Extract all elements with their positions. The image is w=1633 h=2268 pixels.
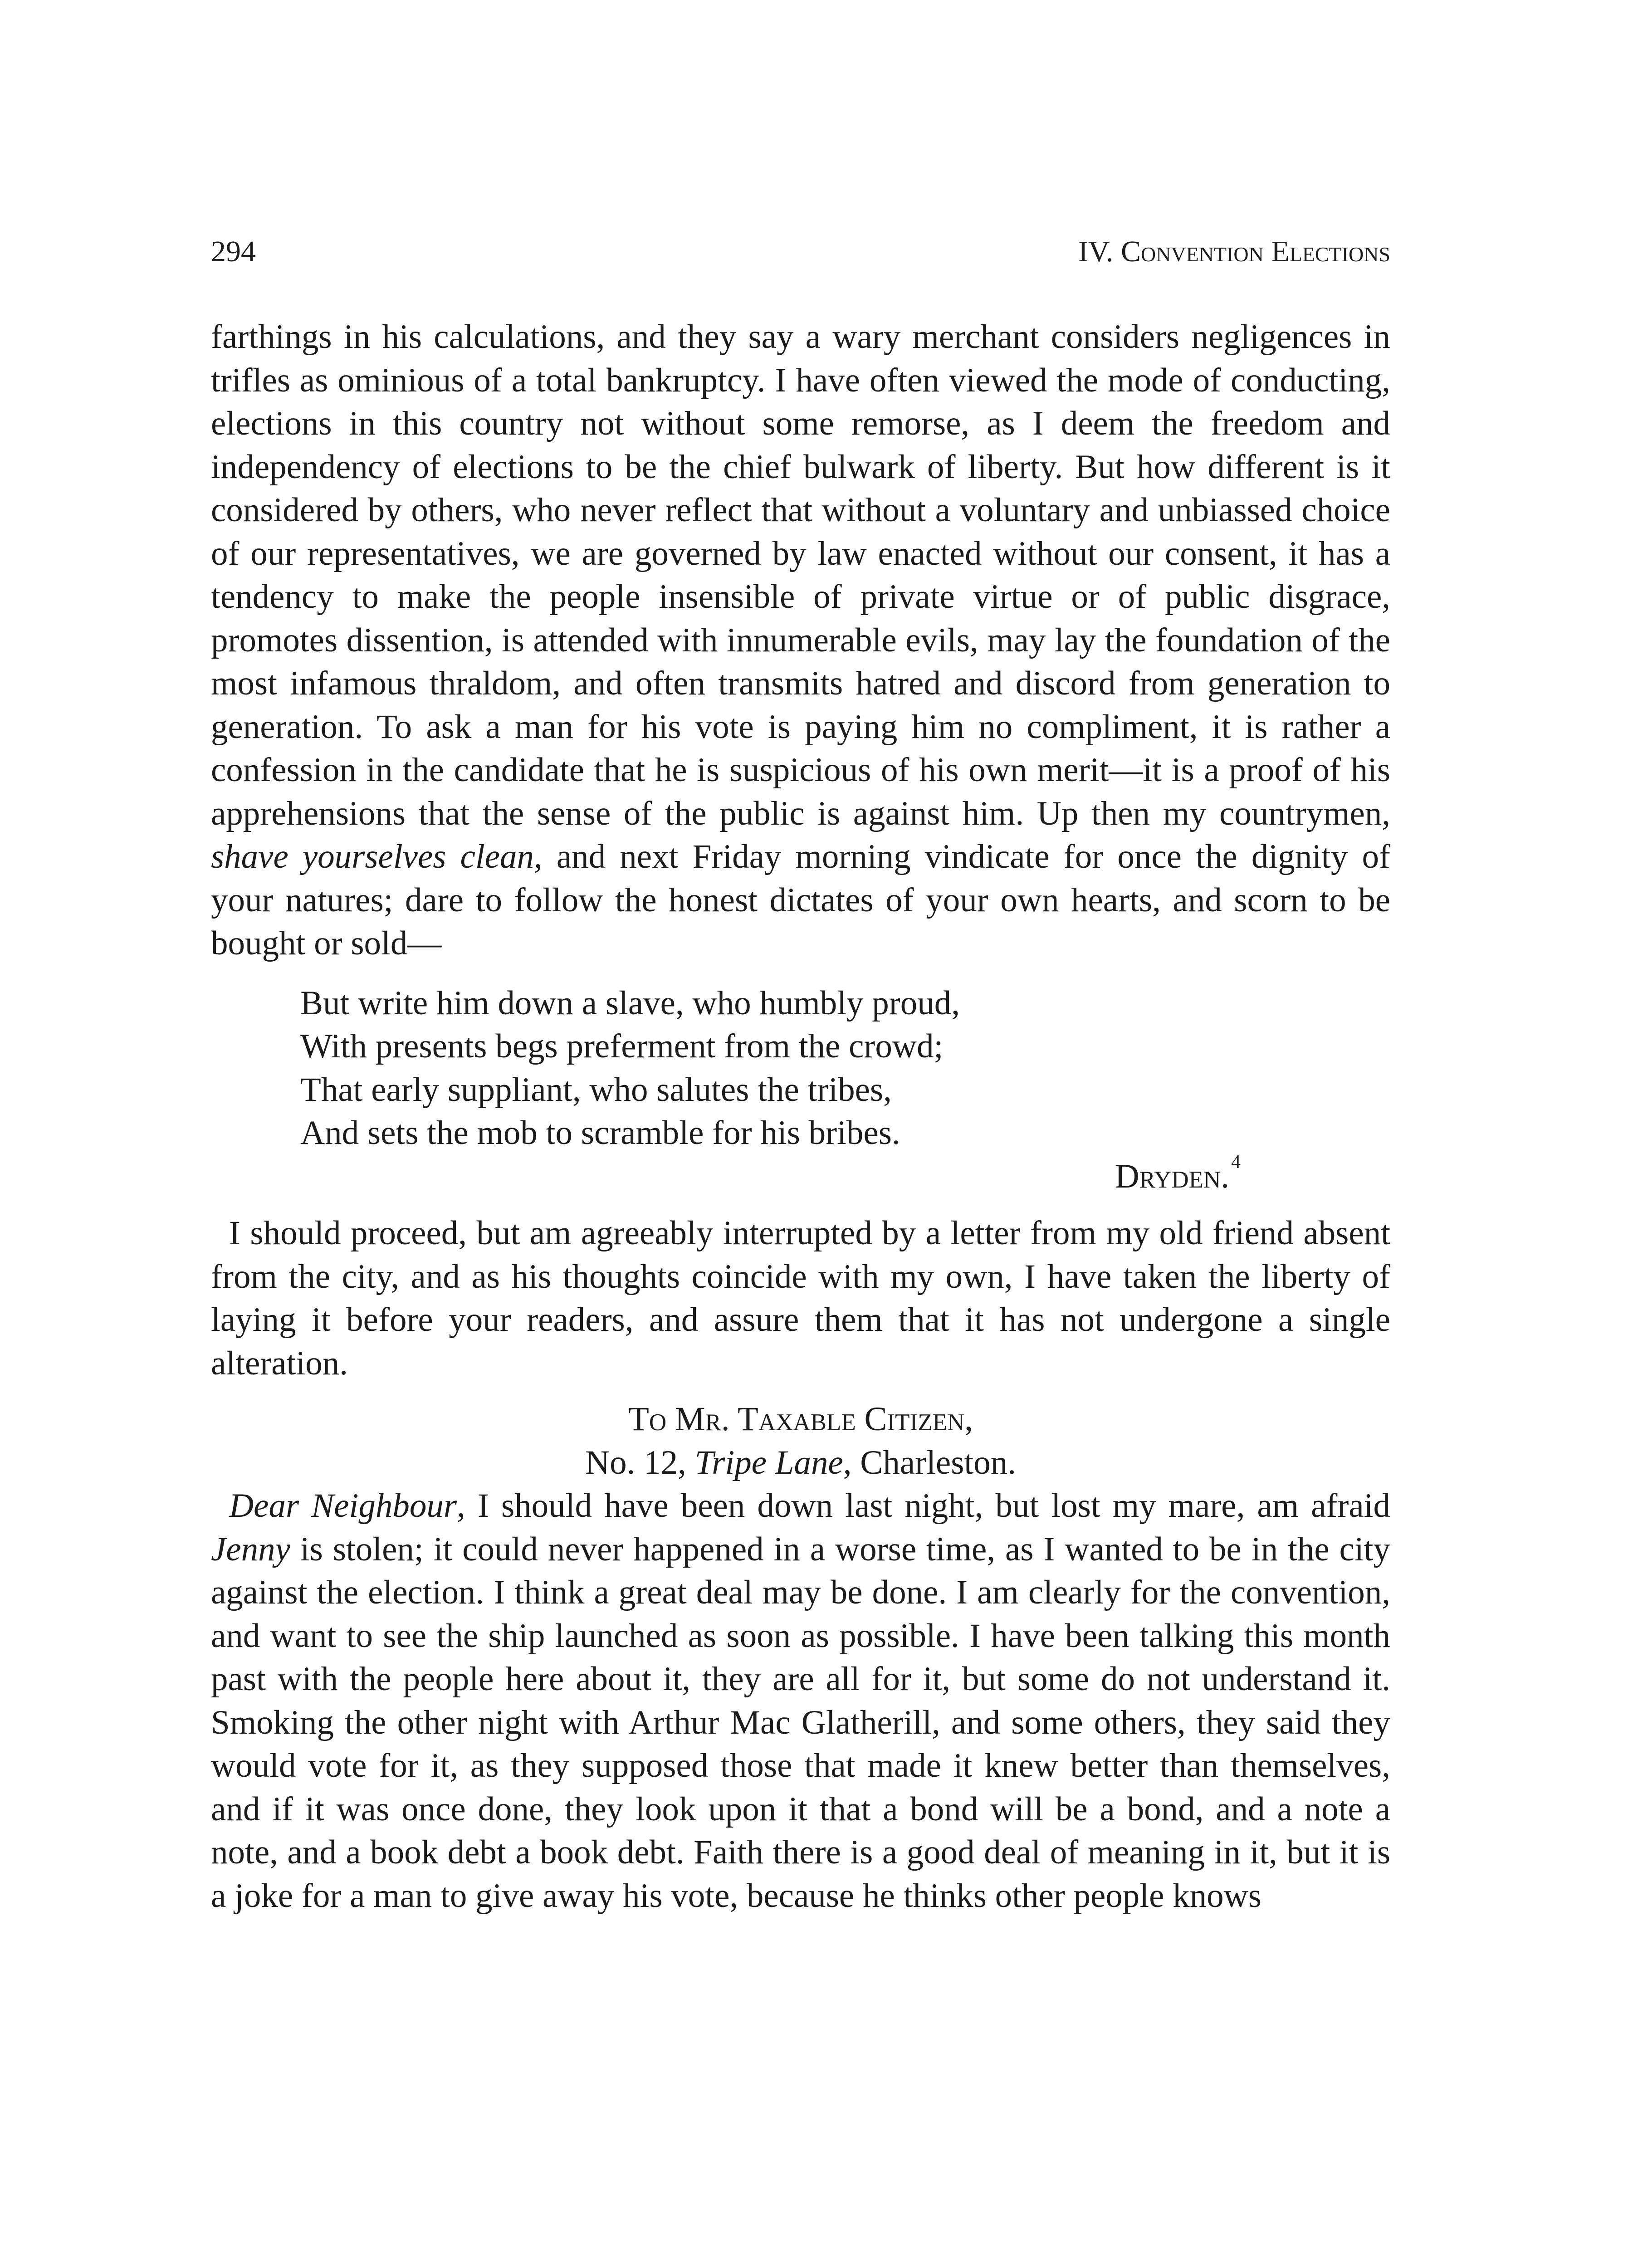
address-recipient: To Mr. Taxable Citizen, [628,1400,973,1438]
verse-line: That early suppliant, who salutes the tribes, [300,1070,892,1109]
letter-text: is stolen; it could never happened in a worse time, as I wanted to be in the city against the election. I think a great deal may be done. I am clearly for the convention, and want to see the ship launched as soon as possible. I have been talking this month past with the people here about it, they are all for it, but some do not understand it. Smoking the other night with Arthur Mac Glatherill, and some others, they said they would vote for it, as they supposed those that made it knew better than themselves, and if it was once done, they look upon it that a bond will be a bond, and a note a note, and a book debt a book debt. Faith there is a good deal of meaning in it, but it is a joke for a man to give away his vote, because he thinks other people knows [211,1530,1390,1915]
verse-quotation [300,982,1390,1155]
italic-phrase: shave yourselves clean [211,838,534,875]
letter-text: , I should have been down last night, but lost my mare, am afraid [457,1487,1390,1525]
footnote-marker: 4 [1231,1151,1241,1173]
section-title: IV. Convention Elections [1078,235,1390,268]
book-page [211,0,1390,2268]
italic-name: Jenny [211,1530,290,1568]
body-text [211,315,1390,1917]
paragraph: I should proceed, but am agreeably interrupted by a letter from my old friend absent from the city, and as his thoughts coincide with my own, I have taken the liberty of laying it before your readers, and assure them that it has not undergone a single alteration. [211,1214,1390,1382]
verse-line: And sets the mob to scramble for his bribes. [300,1114,900,1152]
paragraph-text: , and next Friday morning vindicate for once the dignity of your natures; dare to follow the honest dictates of your own hearts, and scorn to be bought or sold— [211,838,1390,962]
letter-salutation: Dear Neighbour [229,1487,457,1525]
letter-body [211,1484,1390,1917]
verse-line: With presents begs preferment from the crowd; [300,1027,944,1065]
paragraph-text: farthings in his calculations, and they say a wary merchant considers negligences in trifles as ominious of a total bankruptcy. I have often viewed the mode of conducting, elections in this country not without some remorse, as I deem the freedom and independency of elections to be the chief bulwark of liberty. But how different is it considered by others, who never reflect that without a voluntary and unbiassed choice of our representatives, we are governed by law enacted without our consent, it has a tendency to make the people insensible of private virtue or of public disgrace, promotes dissention, is attended with innumerable evils, may lay the foundation of the most infamous thraldom, and often transmits hatred and discord from generation to generation. To ask a man for his vote is paying him no compliment, it is rather a confession in the candidate that he is suspicious of his own merit—it is a proof of his apprehensions that the sense of the public is against him. Up then my countrymen, [211,318,1390,832]
paragraph-continuation [211,315,1390,965]
address-location: No. 12, Tripe Lane, Charleston. [585,1443,1016,1481]
verse-line: But write him down a slave, who humbly proud, [300,984,960,1022]
verse-attribution [211,1151,1390,1198]
running-head [211,227,1390,277]
attribution-name: Dryden. [1115,1157,1229,1195]
street-name: Tripe Lane [694,1443,843,1481]
page-number: 294 [211,235,256,268]
letter-address [211,1398,1390,1484]
